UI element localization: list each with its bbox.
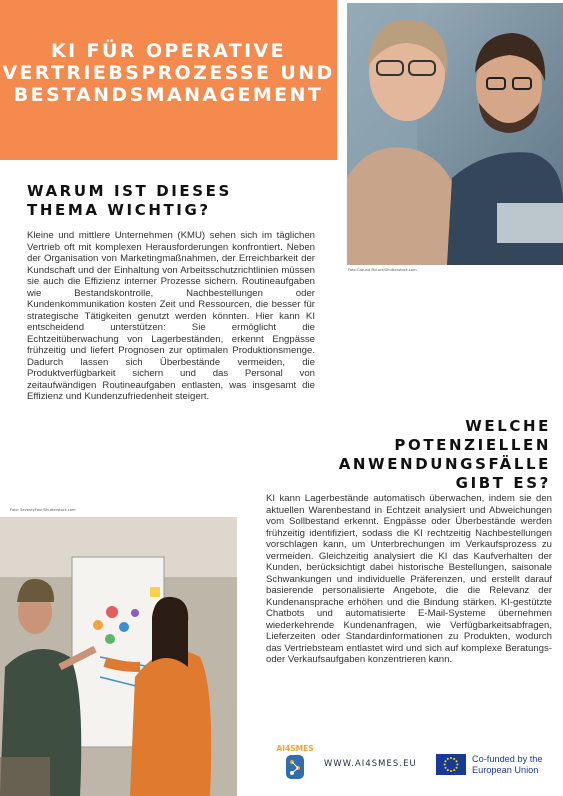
eu-funding-line-1: Co-funded by the	[472, 754, 543, 764]
section2-heading-line-4: GIBT ES?	[455, 474, 551, 492]
eu-funding-line-2: European Union	[472, 765, 539, 775]
section1-heading	[27, 182, 232, 220]
website-link[interactable]: WWW.AI4SMES.EU	[324, 758, 417, 768]
section2-body: KI kann Lagerbestände automatisch überwachen, indem sie den aktuellen Warenbestand in Echtzeit analysiert und Abweichungen vom Sollbestand erkennt. Engpässe oder Überbestände werden frühzeitig identifiziert, sodass die KI rechtzeitig Nachbestellungen vorschlagen kann, um Unterbrechungen im Verkaufsprozess zu vermeiden. Gleichzeitig analysiert die KI das Kaufverhalten der Kunden, berücksichtigt dabei historische Bestellungen, saisonale Schwankungen und individuelle Präferenzen, und erstellt darauf basierende personalisierte Angebote, die die Relevanz der Kundenansprache erhöhen und die Bindung stärken. KI-gestützte Chatbots und automatisierte E-Mail-Systeme übernehmen wiederkehrende Kundenanfragen, wie Verfügbarkeitsabfragen, Lieferzeiten oder Standardinformationen zu Produkten, wodurch das Vertriebsteam entlastet wird und sich auf komplexe Beratungs- oder Verkaufsaufgaben konzentrieren kann.	[266, 493, 552, 665]
section2-heading-line-2: POTENZIELLEN	[394, 436, 551, 454]
section2-heading-line-3: ANWENDUNGSFÄLLE	[338, 455, 551, 473]
section1-heading-line-1: WARUM IST DIESES	[27, 182, 232, 200]
ai4smes-logo	[275, 742, 315, 784]
title-line-3: BESTANDSMANAGEMENT	[13, 84, 324, 106]
meeting-photo	[347, 3, 563, 265]
eu-flag-icon	[436, 754, 466, 775]
section2-heading-line-1: WELCHE	[465, 417, 551, 435]
section1-heading-line-2: THEMA WICHTIG?	[27, 201, 211, 219]
title-line-2: VERTRIEBSPROZESSE UND	[2, 62, 335, 84]
title-line-1: KI FÜR OPERATIVE	[50, 40, 287, 62]
section2-heading	[339, 417, 551, 493]
workshop-photo	[0, 517, 237, 796]
logo-text: AI4SMES	[276, 744, 314, 753]
top-photo-credit: Foto:Ground Picture/Shutterstock.com	[348, 268, 417, 272]
eu-funding-notice	[472, 754, 543, 776]
bottom-photo-credit: Foto: SeventyFour/Shutterstock.com	[10, 508, 76, 512]
section1-body: Kleine und mittlere Unternehmen (KMU) sehen sich im täglichen Vertrieb oft mit komplexen Herausforderungen konfrontiert. Neben der Organisation von Marketingmaßnahmen, der Erreichbarkeit der Kundschaft und der Einhaltung von Arbeitsschutzrichtlinien müssen sie auch die Effizienz interner Prozesse sichern. Routineaufgaben wie Bestandskontrolle, Nachbestellungen oder Kundenkommunikation kosten Zeit und Ressourcen, die besser für strategische Tätigkeiten genutzt werden könnten. Hier kann KI entscheidend unterstützen: Sie ermöglicht die Echtzeitüberwachung von Lagerbeständen, erkennt Engpässe frühzeitig und liefert Prognosen zur optimalen Produktionsmenge. Dadurch lassen sich Überbestände vermeiden, die Produktverfügbarkeit sichern und das Personal von zeitaufwändigen Routineaufgaben entlasten, was insgesamt die Effizienz und Kundenzufriedenheit steigert.	[27, 230, 315, 402]
page-title	[0, 40, 337, 106]
